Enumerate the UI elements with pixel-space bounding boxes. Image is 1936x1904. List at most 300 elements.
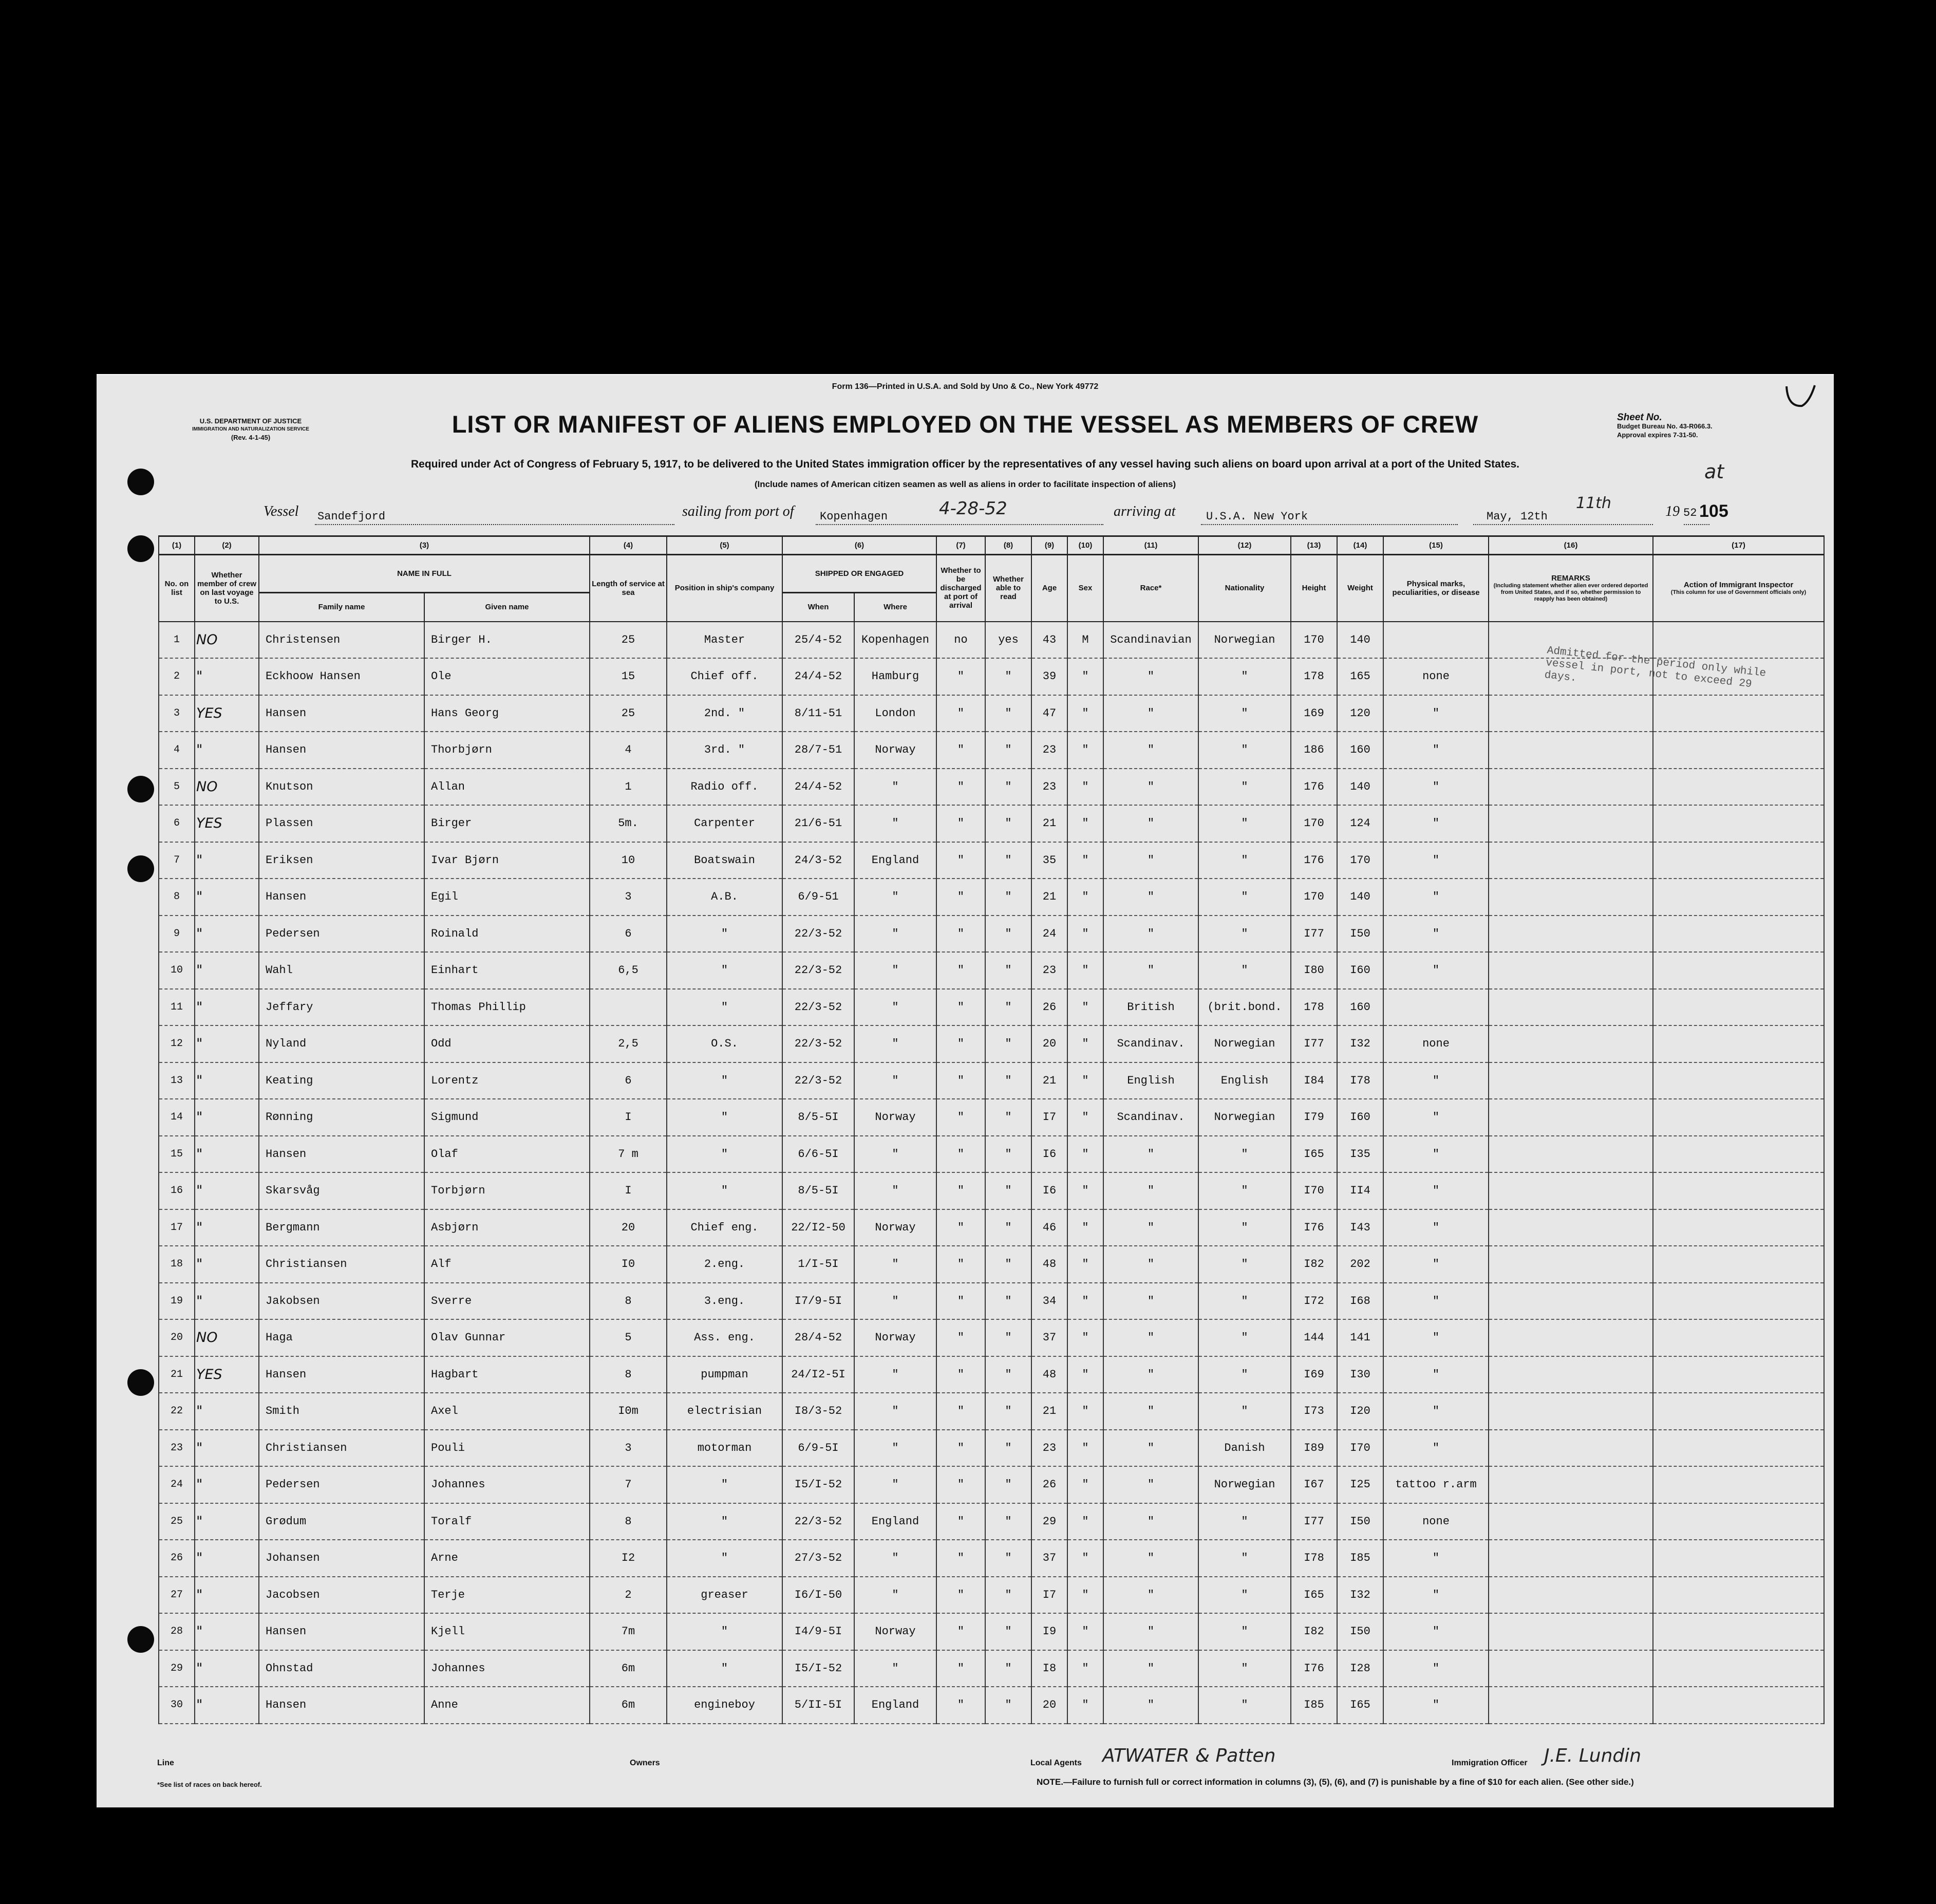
dept-label: U.S. DEPARTMENT OF JUSTICE [199,417,302,425]
cell-nationality: " [1198,952,1291,989]
cell-last-voyage: " [195,1025,259,1062]
cell-remarks [1489,1613,1653,1650]
cell-shipped-where: England [854,1503,936,1540]
cell-discharged: " [936,805,985,842]
col-sex-header: Sex [1067,555,1103,622]
cell-sex: " [1067,1577,1103,1614]
col-16-num: (16) [1489,536,1653,555]
cell-sex: " [1067,1393,1103,1430]
cell-discharged: " [936,879,985,916]
cell-nationality: " [1198,1650,1291,1687]
cell-remarks [1489,1540,1653,1577]
cell-discharged: " [936,1025,985,1062]
cell-height: I70 [1291,1172,1337,1209]
cell-row-number: 6 [159,805,195,842]
cell-given-name: Hagbart [424,1356,590,1393]
cell-inspector-action [1653,1283,1824,1320]
cell-physical-marks: " [1383,1650,1489,1687]
cell-row-number: 27 [159,1577,195,1614]
cell-inspector-action [1653,732,1824,769]
cell-family-name: Jacobsen [259,1577,424,1614]
cell-remarks [1489,1062,1653,1099]
cell-position: A.B. [667,879,782,916]
cell-last-voyage: " [195,879,259,916]
cell-able-to-read: " [985,1025,1031,1062]
col-14-num: (14) [1337,536,1383,555]
cell-discharged: " [936,1466,985,1503]
cell-remarks [1489,1209,1653,1246]
cell-nationality: " [1198,658,1291,695]
col-8-num: (8) [985,536,1031,555]
cell-inspector-action [1653,989,1824,1026]
cell-shipped-when: 6/9-51 [782,879,854,916]
cell-family-name: Hansen [259,732,424,769]
punch-hole [127,535,154,562]
cell-shipped-where: Norway [854,1209,936,1246]
cell-shipped-when: 27/3-52 [782,1540,854,1577]
cell-discharged: " [936,769,985,806]
cell-given-name: Lorentz [424,1062,590,1099]
cell-inspector-action [1653,769,1824,806]
cell-weight: I50 [1337,1613,1383,1650]
cell-inspector-action [1653,805,1824,842]
cell-family-name: Smith [259,1393,424,1430]
cell-nationality: " [1198,1283,1291,1320]
cell-shipped-where: " [854,879,936,916]
cell-nationality: " [1198,1393,1291,1430]
cell-nationality: " [1198,1577,1291,1614]
cell-family-name: Knutson [259,769,424,806]
cell-physical-marks: none [1383,1503,1489,1540]
cell-last-voyage: " [195,1283,259,1320]
cell-inspector-action [1653,1172,1824,1209]
cell-remarks [1489,842,1653,879]
cell-weight: I50 [1337,916,1383,953]
cell-service-length: 8 [590,1283,667,1320]
cell-inspector-action [1653,1650,1824,1687]
vessel-name-wrap [317,507,385,533]
arriving-wrap [1206,507,1308,533]
table-row [159,1577,1824,1614]
cell-shipped-when: 22/3-52 [782,1025,854,1062]
cell-service-length [590,989,667,1026]
cell-service-length: 6m [590,1650,667,1687]
cell-shipped-when: 22/3-52 [782,1062,854,1099]
cell-sex: " [1067,1430,1103,1467]
cell-age: 39 [1031,658,1067,695]
cell-physical-marks: " [1383,1209,1489,1246]
subtitle: Required under Act of Congress of February 5, 1917, to be delivered to the United States immigration officer by the representatives of any vessel having such aliens on board upon arrival at a port of the United States. [410,458,1520,470]
cell-row-number: 30 [159,1687,195,1724]
cell-inspector-action [1653,1246,1824,1283]
cell-discharged: " [936,1172,985,1209]
col-height-header: Height [1291,555,1337,622]
cell-able-to-read: " [985,1062,1031,1099]
cell-age: 24 [1031,916,1067,953]
cell-age: I8 [1031,1650,1067,1687]
cell-shipped-where: " [854,952,936,989]
punch-hole [127,1626,154,1653]
cell-last-voyage: " [195,1503,259,1540]
cell-sex: " [1067,1687,1103,1724]
cell-race: " [1103,695,1198,732]
cell-family-name: Hansen [259,1356,424,1393]
table-row [159,695,1824,732]
cell-given-name: Sigmund [424,1099,590,1136]
cell-given-name: Birger [424,805,590,842]
cell-shipped-when: 22/3-52 [782,952,854,989]
subtitle-note: (Include names of American citizen seamen as well as aliens in order to facilitate inspection of aliens) [754,479,1176,489]
cell-family-name: Nyland [259,1025,424,1062]
cell-given-name: Torbjørn [424,1172,590,1209]
agents-handwritten: ATWATER & Patten [1102,1745,1276,1766]
cell-race: " [1103,916,1198,953]
cell-family-name: Pedersen [259,916,424,953]
cell-position: " [667,1062,782,1099]
cell-service-length: I0m [590,1393,667,1430]
cell-shipped-when: I5/I-52 [782,1650,854,1687]
manifest-sheet [97,374,1834,1807]
cell-height: 178 [1291,658,1337,695]
cell-service-length: 6,5 [590,952,667,989]
cell-nationality: " [1198,769,1291,806]
arriving-label: arriving at [1114,503,1176,519]
cell-shipped-where: London [854,695,936,732]
cell-nationality: " [1198,1503,1291,1540]
cell-row-number: 7 [159,842,195,879]
cell-inspector-action [1653,879,1824,916]
table-row [159,1613,1824,1650]
cell-sex: " [1067,952,1103,989]
cell-row-number: 11 [159,989,195,1026]
cell-height: I69 [1291,1356,1337,1393]
cell-given-name: Johannes [424,1466,590,1503]
cell-able-to-read: " [985,805,1031,842]
cell-shipped-when: 22/3-52 [782,1503,854,1540]
cell-service-length: 2,5 [590,1025,667,1062]
cell-service-length: 5m. [590,805,667,842]
col-action-header [1653,555,1824,622]
cell-family-name: Hansen [259,1687,424,1724]
year-value: 52 [1683,507,1697,519]
cell-shipped-where: " [854,1430,936,1467]
cell-nationality: " [1198,805,1291,842]
col-shipped-header: SHIPPED OR ENGAGED [782,555,936,593]
cell-service-length: 4 [590,732,667,769]
cell-row-number: 26 [159,1540,195,1577]
cell-shipped-when: I6/I-50 [782,1577,854,1614]
cell-age: 23 [1031,1430,1067,1467]
cell-sex: M [1067,622,1103,659]
cell-inspector-action [1653,1466,1824,1503]
cell-age: 21 [1031,1062,1067,1099]
cell-remarks [1489,1577,1653,1614]
cell-service-length: 25 [590,695,667,732]
cell-sex: " [1067,1136,1103,1173]
cell-inspector-action [1653,1099,1824,1136]
cell-physical-marks: " [1383,916,1489,953]
cell-service-length: 3 [590,1430,667,1467]
cell-race: Scandinav. [1103,1099,1198,1136]
cell-shipped-when: I4/9-5I [782,1613,854,1650]
col-6-num: (6) [782,536,936,555]
cell-physical-marks: " [1383,1356,1489,1393]
cell-race: " [1103,1650,1198,1687]
cell-given-name: Einhart [424,952,590,989]
cell-physical-marks: tattoo r.arm [1383,1466,1489,1503]
cell-nationality: Norwegian [1198,1025,1291,1062]
races-footnote: *See list of races on back hereof. [157,1781,262,1788]
cell-weight: I78 [1337,1062,1383,1099]
cell-last-voyage: " [195,1687,259,1724]
officer-signature: J.E. Lundin [1544,1745,1642,1766]
cell-height: I82 [1291,1613,1337,1650]
col-age-header: Age [1031,555,1067,622]
cell-row-number: 25 [159,1503,195,1540]
cell-inspector-action [1653,1430,1824,1467]
printing-note: Form 136—Printed in U.S.A. and Sold by Uno & Co., New York 49772 [832,382,1099,391]
cell-row-number: 22 [159,1393,195,1430]
col-where-header: Where [854,593,936,622]
cell-position: Boatswain [667,842,782,879]
check-mark-icon [1781,381,1817,412]
cell-row-number: 9 [159,916,195,953]
arriving-port: U.S.A. New York [1206,510,1308,523]
cell-sex: " [1067,879,1103,916]
cell-service-length: 6 [590,1062,667,1099]
cell-able-to-read: " [985,1136,1031,1173]
cell-discharged: " [936,1136,985,1173]
cell-height: I79 [1291,1099,1337,1136]
cell-height: I84 [1291,1062,1337,1099]
cell-row-number: 15 [159,1136,195,1173]
cell-physical-marks: " [1383,1577,1489,1614]
cell-given-name: Sverre [424,1283,590,1320]
col-position-header: Position in ship's company [667,555,782,622]
cell-nationality: " [1198,842,1291,879]
cell-race: " [1103,732,1198,769]
col-no-header: No. on list [159,555,195,622]
cell-shipped-when: 6/9-5I [782,1430,854,1467]
cell-able-to-read: " [985,1577,1031,1614]
punch-hole [127,1369,154,1396]
cell-family-name: Christiansen [259,1246,424,1283]
col-discharged-header: Whether to be discharged at port of arrival [936,555,985,622]
cell-age: 23 [1031,769,1067,806]
cell-given-name: Terje [424,1577,590,1614]
cell-position: greaser [667,1577,782,1614]
cell-discharged: " [936,1430,985,1467]
col-3-num: (3) [259,536,590,555]
cell-remarks [1489,1466,1653,1503]
cell-remarks [1489,695,1653,732]
cell-physical-marks: " [1383,1430,1489,1467]
cell-weight: 140 [1337,769,1383,806]
cell-remarks [1489,1430,1653,1467]
cell-physical-marks: " [1383,1136,1489,1173]
col-last-voyage-header: Whether member of crew on last voyage to U.S. [195,555,259,622]
cell-weight: 140 [1337,879,1383,916]
cell-age: 23 [1031,732,1067,769]
cell-last-voyage: " [195,658,259,695]
cell-race: " [1103,1356,1198,1393]
cell-remarks [1489,1246,1653,1283]
cell-family-name: Pedersen [259,1466,424,1503]
cell-shipped-where: " [854,1577,936,1614]
table-row [159,1062,1824,1099]
cell-physical-marks: none [1383,658,1489,695]
cell-inspector-action [1653,1613,1824,1650]
cell-discharged: " [936,1393,985,1430]
cell-position: Chief off. [667,658,782,695]
cell-last-voyage: " [195,842,259,879]
col-race-header: Race* [1103,555,1198,622]
rev-label: (Rev. 4-1-45) [231,434,271,441]
cell-family-name: Hansen [259,1613,424,1650]
cell-height: I82 [1291,1246,1337,1283]
cell-physical-marks: " [1383,1613,1489,1650]
cell-sex: " [1067,1099,1103,1136]
cell-shipped-when: 8/11-51 [782,695,854,732]
table-row [159,842,1824,879]
cell-able-to-read: " [985,879,1031,916]
table-row [159,1209,1824,1246]
vessel-name: Sandefjord [317,510,386,523]
cell-inspector-action [1653,1687,1824,1724]
cell-service-length: 2 [590,1577,667,1614]
cell-height: I76 [1291,1209,1337,1246]
cell-position: electrisian [667,1393,782,1430]
cell-service-length: 3 [590,879,667,916]
cell-service-length: 20 [590,1209,667,1246]
cell-position: " [667,1466,782,1503]
cell-given-name: Anne [424,1687,590,1724]
cell-given-name: Alf [424,1246,590,1283]
cell-row-number: 3 [159,695,195,732]
cell-shipped-where: England [854,842,936,879]
table-row [159,1650,1824,1687]
crew-table [158,535,1825,1724]
cell-family-name: Bergmann [259,1209,424,1246]
cell-weight: I25 [1337,1466,1383,1503]
cell-race: British [1103,989,1198,1026]
cell-discharged: " [936,1319,985,1356]
cell-sex: " [1067,769,1103,806]
cell-row-number: 17 [159,1209,195,1246]
cell-inspector-action [1653,1062,1824,1099]
cell-shipped-where: " [854,769,936,806]
table-row [159,989,1824,1026]
dotted-rule [1684,524,1709,525]
cell-age: 48 [1031,1356,1067,1393]
budget-bureau: Budget Bureau No. 43-R066.3. [1617,422,1713,430]
cell-discharged: " [936,1613,985,1650]
table-row [159,1687,1824,1724]
cell-nationality: Norwegian [1198,1466,1291,1503]
cell-height: I78 [1291,1540,1337,1577]
admission-stamp: Admitted for the period only while vessel in port, not to exceed 29 days. [1544,645,1767,691]
cell-weight: 120 [1337,695,1383,732]
cell-height: 176 [1291,769,1337,806]
cell-discharged: " [936,1356,985,1393]
cell-row-number: 5 [159,769,195,806]
page-title: LIST OR MANIFEST OF ALIENS EMPLOYED ON THE VESSEL AS MEMBERS OF CREW [452,410,1479,438]
col-10-num: (10) [1067,536,1103,555]
cell-able-to-read: " [985,952,1031,989]
cell-shipped-when: 1/I-5I [782,1246,854,1283]
cell-discharged: " [936,916,985,953]
cell-nationality: Norwegian [1198,622,1291,659]
cell-inspector-action [1653,952,1824,989]
cell-inspector-action [1653,622,1824,659]
cell-sex: " [1067,1650,1103,1687]
cell-height: I73 [1291,1393,1337,1430]
cell-race: " [1103,1209,1198,1246]
cell-race: " [1103,1136,1198,1173]
cell-family-name: Hansen [259,879,424,916]
page-number: 105 [1699,501,1728,521]
cell-weight: I70 [1337,1430,1383,1467]
cell-able-to-read: " [985,1246,1031,1283]
cell-family-name: Christensen [259,622,424,659]
cell-remarks [1489,1136,1653,1173]
cell-age: 37 [1031,1540,1067,1577]
cell-family-name: Hansen [259,695,424,732]
cell-weight: I50 [1337,1503,1383,1540]
cell-able-to-read: " [985,1540,1031,1577]
action-sub: (This column for use of Government officials only) [1670,589,1807,595]
cell-service-length: 10 [590,842,667,879]
cell-position: Radio off. [667,769,782,806]
cell-race: " [1103,1172,1198,1209]
cell-nationality: " [1198,1319,1291,1356]
cell-nationality: (brit.bond. [1198,989,1291,1026]
cell-discharged: " [936,1062,985,1099]
col-nationality-header: Nationality [1198,555,1291,622]
cell-able-to-read: " [985,1430,1031,1467]
cell-shipped-where: " [854,1062,936,1099]
col-15-num: (15) [1383,536,1489,555]
cell-given-name: Toralf [424,1503,590,1540]
cell-given-name: Olaf [424,1136,590,1173]
cell-position: " [667,1613,782,1650]
col-12-num: (12) [1198,536,1291,555]
cell-last-voyage: " [195,1540,259,1577]
col-when-header: When [782,593,854,622]
cell-row-number: 13 [159,1062,195,1099]
cell-shipped-when: 28/7-51 [782,732,854,769]
cell-position: " [667,1136,782,1173]
col-weight-header: Weight [1337,555,1383,622]
cell-race: " [1103,658,1198,695]
cell-service-length: 7 [590,1466,667,1503]
cell-height: I67 [1291,1466,1337,1503]
year-prefix: 19 [1665,503,1680,519]
cell-family-name: Eriksen [259,842,424,879]
cell-remarks [1489,1393,1653,1430]
col-1-num: (1) [159,536,195,555]
port-name: Kopenhagen [820,510,888,523]
table-row [159,1540,1824,1577]
cell-last-voyage: " [195,1577,259,1614]
table-row [159,879,1824,916]
cell-age: 37 [1031,1319,1067,1356]
cell-remarks [1489,879,1653,916]
table-row [159,1319,1824,1356]
cell-weight: I68 [1337,1283,1383,1320]
cell-weight: I85 [1337,1540,1383,1577]
year-wrap [1665,503,1697,529]
